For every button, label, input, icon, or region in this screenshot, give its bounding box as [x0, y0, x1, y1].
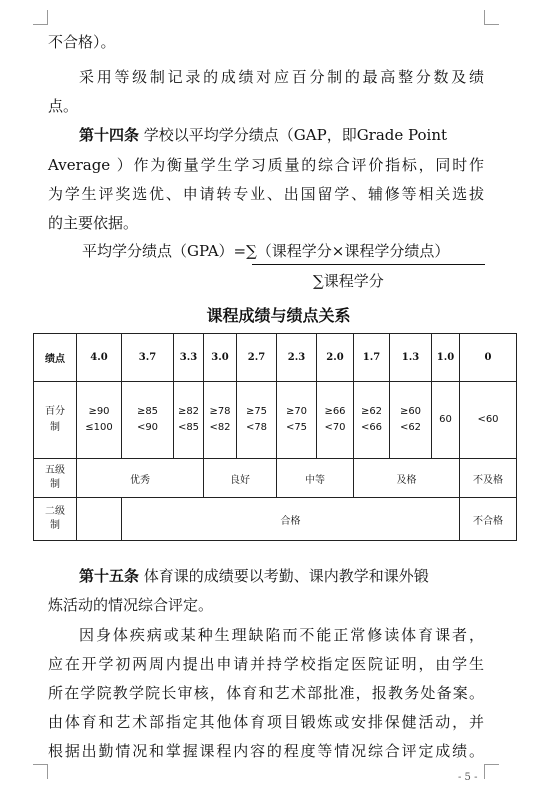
five-level-cell-fail: 不及格 [460, 459, 517, 498]
crop-mark-bottom-left [33, 764, 48, 779]
gpa-formula-numerator: 平均学分绩点（GPA）=∑（课程学分×课程学分绩点） [82, 242, 450, 260]
text-line-14: 根据出勤情况和掌握课程内容的程度等情况综合评定成绩。 [48, 742, 484, 760]
percent-cell [354, 382, 390, 459]
percent-cell [122, 382, 174, 459]
percent-cell [77, 382, 122, 459]
percent-cell [390, 382, 432, 459]
gpa-cell: 3.7 [122, 334, 174, 382]
percent-max: <78 [245, 422, 268, 433]
five-level-cell-excellent: 优秀 [77, 459, 204, 498]
percent-cell [460, 382, 517, 459]
gpa-cell: 1.0 [432, 334, 460, 382]
text-line-5: Average ）作为衡量学生学习质量的综合评价指标，同时作 [48, 156, 484, 174]
percent-max: <62 [399, 422, 422, 433]
text-line-1: 不合格）。 [48, 33, 116, 51]
gpa-cell: 0 [460, 334, 517, 382]
percent-cell [317, 382, 354, 459]
percent-max: <85 [177, 422, 200, 433]
table-title: 课程成绩与绩点关系 [206, 306, 351, 325]
text-line-2: 采用等级制记录的成绩对应百分制的最高整分数及绩 [79, 68, 484, 86]
gpa-cell: 3.0 [204, 334, 237, 382]
percent-value: <60 [477, 414, 499, 425]
percent-min: ≥78 [209, 406, 231, 417]
text-line-11: 应在开学初两周内提出申请并持学校指定医院证明，由学生 [48, 655, 484, 673]
text-line-3: 点。 [48, 97, 79, 115]
percent-cell [277, 382, 317, 459]
gpa-cell: 2.7 [237, 334, 277, 382]
percent-max: <66 [360, 422, 383, 433]
five-level-cell-good: 良好 [204, 459, 277, 498]
five-level-label: 五级制 [45, 465, 65, 490]
gpa-formula-denominator: ∑课程学分 [313, 272, 384, 290]
gpa-label-cell: 绩点 [34, 334, 77, 382]
article-14-line [79, 125, 484, 145]
article-15-text: 体育课的成绩要以考勤、课内教学和课外锻 [139, 567, 429, 585]
percent-cell [432, 382, 460, 459]
text-line-9: 炼活动的情况综合评定。 [48, 596, 214, 614]
five-level-label-cell [34, 459, 77, 498]
article-14-text: 学校以平均学分绩点（GAP，即Grade Point [139, 126, 448, 144]
percent-label: 百分制 [45, 406, 65, 433]
crop-mark-bottom-right [484, 764, 499, 779]
percent-max: <90 [136, 422, 159, 433]
percent-min: ≥62 [360, 406, 383, 417]
percent-max: <82 [209, 422, 231, 433]
table-row-five-level [34, 459, 517, 498]
percent-min: ≥85 [136, 406, 159, 417]
grade-table [33, 333, 517, 541]
percent-cell [204, 382, 237, 459]
percent-max: <70 [324, 422, 346, 433]
text-line-6: 为学生评奖选优、申请转专业、出国留学、辅修等相关选拔 [48, 185, 484, 203]
percent-max: ≤100 [85, 422, 113, 433]
percent-min: ≥75 [245, 406, 268, 417]
percent-max: <75 [285, 422, 308, 433]
percent-min: ≥66 [324, 406, 346, 417]
text-line-12: 所在学院教学院长审核，体育和艺术部批准，报教务处备案。 [48, 684, 484, 702]
percent-min: ≥90 [88, 406, 110, 417]
gpa-cell: 1.7 [354, 334, 390, 382]
two-level-cell-pass: 合格 [122, 498, 460, 541]
two-level-cell-fail: 不合格 [460, 498, 517, 541]
gpa-cell: 2.0 [317, 334, 354, 382]
five-level-cell-pass: 及格 [354, 459, 460, 498]
crop-mark-top-left [33, 10, 48, 25]
gpa-cell: 4.0 [77, 334, 122, 382]
article-15-line [79, 566, 484, 586]
percent-label-cell [34, 382, 77, 459]
text-line-13: 由体育和艺术部指定其他体育项目锻炼或安排保健活动，并 [48, 713, 484, 731]
percent-min: ≥70 [285, 406, 308, 417]
percent-cell [174, 382, 204, 459]
formula-fraction-line [252, 264, 485, 265]
article-15-title: 第十五条 [79, 567, 140, 585]
two-level-label: 二级制 [45, 506, 65, 531]
text-line-7: 的主要依据。 [48, 214, 139, 232]
percent-min: ≥60 [399, 406, 422, 417]
article-14-title: 第十四条 [79, 126, 140, 144]
gpa-cell: 2.3 [277, 334, 317, 382]
two-level-label-cell [34, 498, 77, 541]
table-row-percent [34, 382, 517, 459]
table-row-two-level [34, 498, 517, 541]
text-line-10: 因身体疾病或某种生理缺陷而不能正常修读体育课者， [79, 626, 484, 644]
percent-min: ≥82 [177, 406, 200, 417]
two-level-empty-cell [77, 498, 122, 541]
crop-mark-top-right [484, 10, 499, 25]
gpa-cell: 1.3 [390, 334, 432, 382]
five-level-cell-medium: 中等 [277, 459, 354, 498]
page-number: - 5 - [458, 772, 478, 783]
percent-value: 60 [439, 414, 452, 425]
gpa-cell: 3.3 [174, 334, 204, 382]
table-row-gpa [34, 334, 517, 382]
percent-cell [237, 382, 277, 459]
